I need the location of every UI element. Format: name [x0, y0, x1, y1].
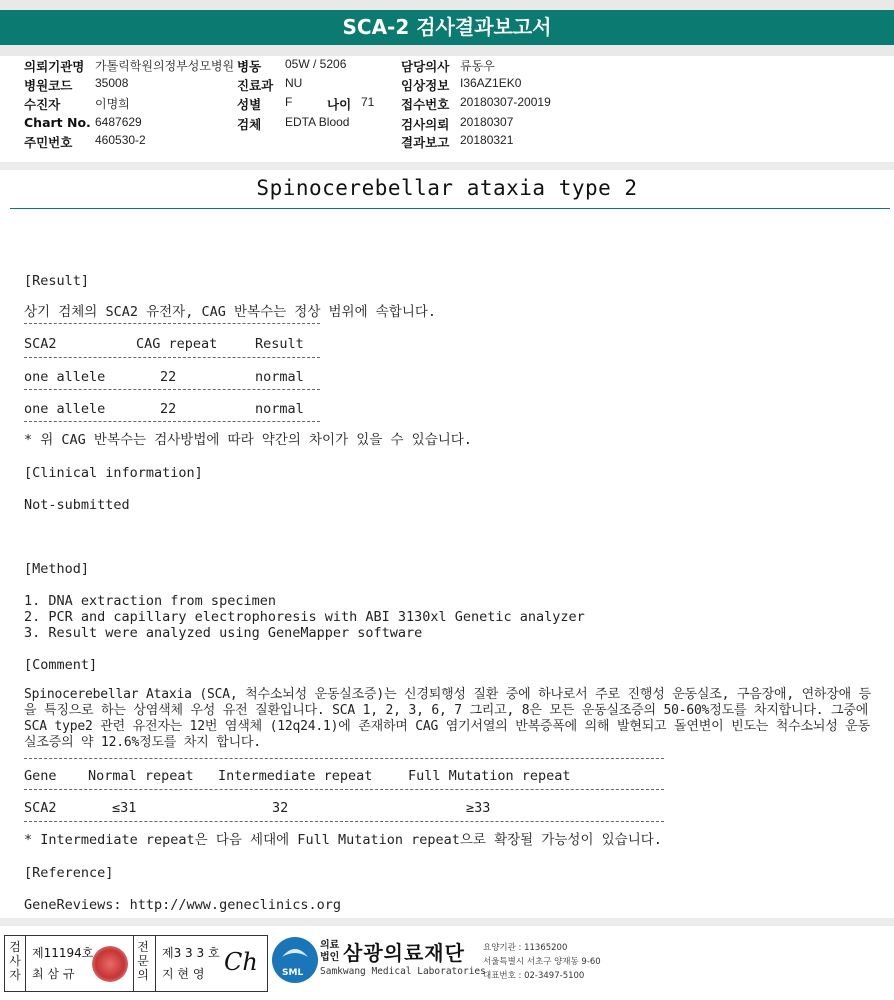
report-value: 20180321	[460, 133, 514, 147]
chart-label: Chart No.	[24, 115, 91, 130]
test-heading: Spinocerebellar ataxia type 2	[256, 176, 638, 200]
result-summary: 상기 검체의 SCA2 유전자, CAG 반복수는 정상 범위에 속합니다.	[24, 304, 437, 320]
table-rule	[24, 389, 320, 390]
table-rule	[24, 789, 664, 790]
official-seal-icon	[92, 946, 128, 982]
sex-value: F	[285, 95, 293, 109]
section-separator	[0, 162, 894, 170]
comment-row-gene: SCA2	[24, 800, 57, 816]
result-row-repeat: 22	[160, 401, 177, 417]
expert-license-no: 제3 3 3 호	[162, 946, 220, 960]
dept-label: 진료과	[237, 78, 274, 93]
code-label: 병원코드	[24, 78, 73, 93]
reference-link[interactable]: GeneReviews: http://www.geneclinics.org	[24, 897, 341, 913]
doctor-label: 담당의사	[401, 59, 450, 74]
patient-value: 이명희	[95, 97, 130, 111]
result-header-gene: SCA2	[24, 336, 57, 352]
corp-code: 요양기관 : 11365200	[483, 943, 568, 953]
result-row-allele: one allele	[24, 369, 106, 385]
table-rule	[24, 323, 320, 324]
comment-header-full: Full Mutation repeat	[408, 768, 571, 784]
ward-value: 05W / 5206	[285, 57, 347, 71]
specimen-label: 검체	[237, 117, 262, 132]
comment-note: * Intermediate repeat은 다음 세대에 Full Mutation repeat으로 확장될 가능성이 있습니다.	[24, 832, 662, 848]
result-header-repeat: CAG repeat	[136, 336, 218, 352]
clinical-value: I36AZ1EK0	[460, 76, 522, 90]
code-value: 35008	[95, 76, 129, 90]
age-value: 71	[361, 95, 375, 109]
chart-value: 6487629	[95, 115, 142, 129]
table-rule	[24, 758, 664, 759]
doctor-value: 류동우	[460, 59, 495, 73]
result-note: * 위 CAG 반복수는 검사방법에 따라 약간의 차이가 있을 수 있습니다.	[24, 432, 472, 448]
table-rule	[24, 421, 320, 422]
result-row-result: normal	[255, 369, 304, 385]
table-rule	[24, 357, 320, 358]
table-rule	[24, 821, 664, 822]
method-step: 2. PCR and capillary electrophoresis with ABI 3130xl Genetic analyzer	[24, 609, 585, 625]
comment-row-intermediate: 32	[272, 800, 289, 816]
method-step: 3. Result were analyzed using GeneMapper software	[24, 625, 423, 641]
method-section-title: [Method]	[24, 561, 90, 577]
specimen-value: EDTA Blood	[285, 115, 350, 129]
sex-label: 성별	[237, 97, 262, 112]
expert-name: 지 현 영	[162, 967, 205, 981]
clinical-text: Not-submitted	[24, 497, 130, 513]
method-step: 1. DNA extraction from specimen	[24, 593, 276, 609]
corp-type: 의료 법인	[320, 940, 340, 963]
patient-info-panel	[0, 56, 894, 160]
id-value: 460530-2	[95, 133, 146, 147]
clinical-section-title: [Clinical information]	[24, 465, 203, 481]
ward-label: 병동	[237, 59, 262, 74]
receipt-value: 20180307-20019	[460, 95, 551, 109]
request-label: 검사의뢰	[401, 117, 450, 132]
comment-header-gene: Gene	[24, 768, 57, 784]
request-value: 20180307	[460, 115, 514, 129]
receipt-label: 접수번호	[401, 97, 450, 112]
result-header-result: Result	[255, 336, 304, 352]
id-label: 주민번호	[24, 135, 73, 150]
footer-separator	[0, 918, 894, 926]
comment-header-intermediate: Intermediate repeat	[218, 768, 373, 784]
tester-license-no: 제11194호	[32, 946, 94, 960]
comment-row-full: ≥33	[466, 800, 491, 816]
reference-section-title: [Reference]	[24, 865, 114, 881]
result-section-title: [Result]	[24, 273, 90, 289]
expert-label: 전 문 의	[137, 940, 149, 982]
clinical-label: 임상정보	[401, 78, 450, 93]
result-row-result: normal	[255, 401, 304, 417]
corp-address: 서울특별시 서초구 양재동 9-60	[483, 957, 601, 967]
signature: Ch	[224, 948, 258, 976]
comment-text: Spinocerebellar Ataxia (SCA, 척수소뇌성 운동실조증)는 신경퇴행성 질환 중에 하나로서 주로 진행성 운동실조, 구음장애, 연하장애 등을 특징으로 하는 상염색체 우성 유전 질환입니다. SCA 1, 2, 3, 6, 7 그리고, 8은 모든 운동실조증의 50-60%정도를 차지합니다. 그중에 SCA type2 관련 유전자는 12번 염색체 (12q24.1)에 존재하며 CAG 염기서열의 반복증폭에 의해 발현되고 돌연변이 빈도는 척수소뇌성 운동실조증의 약 12.6%정도를 차지 합니다.	[24, 687, 871, 750]
comment-row-normal: ≤31	[112, 800, 137, 816]
age-label: 나이	[327, 97, 352, 112]
comment-section-title: [Comment]	[24, 657, 98, 673]
corp-phone: 대표번호 : 02-3497-5100	[483, 971, 585, 981]
sml-logo-text: SML	[282, 968, 304, 978]
dept-value: NU	[285, 76, 303, 90]
result-row-repeat: 22	[160, 369, 177, 385]
tester-label: 검 사 자	[9, 940, 21, 982]
corp-english-name: Samkwang Medical Laboratories	[320, 966, 486, 977]
report-label: 결과보고	[401, 135, 450, 150]
report-title: SCA-2 검사결과보고서	[0, 10, 894, 45]
heading-underline	[10, 208, 890, 209]
patient-label: 수진자	[24, 97, 61, 112]
result-row-allele: one allele	[24, 401, 106, 417]
corp-name: 삼광의료재단	[343, 941, 465, 965]
hospital-value: 가톨릭학원의정부성모병원	[95, 59, 235, 73]
comment-header-normal: Normal repeat	[88, 768, 194, 784]
tester-name: 최 삼 규	[32, 967, 75, 981]
hospital-label: 의뢰기관명	[24, 59, 85, 74]
